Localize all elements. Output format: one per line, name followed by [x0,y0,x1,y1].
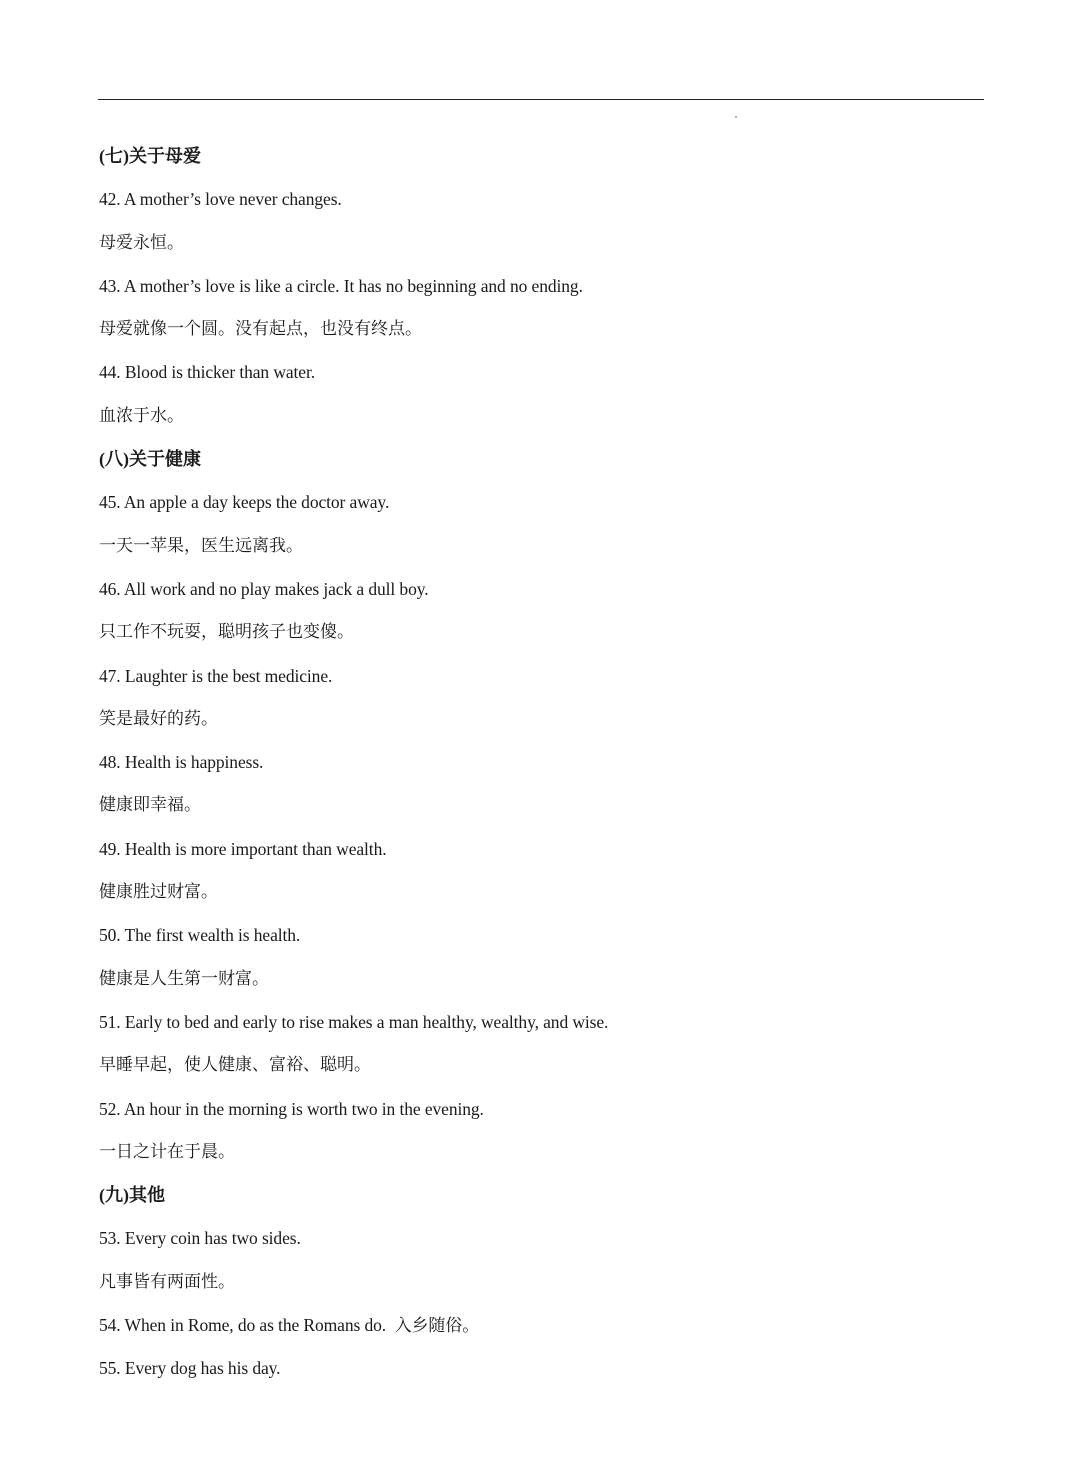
proverb-52-chinese: 一日之计在于晨。 [99,1141,235,1162]
proverb-44-chinese: 血浓于水。 [99,405,184,426]
proverb-54-line [99,1304,979,1347]
proverb-50-english: 50. The first wealth is health. [99,925,301,946]
proverb-46-english: 46. All work and no play makes jack a dull boy. [99,578,429,599]
proverb-52-english: 52. An hour in the morning is worth two in the evening. [99,1098,484,1119]
proverb-list [99,135,979,1391]
section-heading-mother-love: (七)关于母爱 [99,146,201,166]
proverb-42-english: 42. A mother’s love never changes. [99,189,342,210]
proverb-53-chinese: 凡事皆有两面性。 [99,1271,235,1292]
proverb-45-chinese: 一天一苹果，医生远离我。 [99,535,303,556]
header-rule [98,99,984,100]
section-heading-other: (九)其他 [99,1185,165,1206]
proverb-47-english: 47. Laughter is the best medicine. [99,665,333,686]
proverb-49-chinese: 健康胜过财富。 [99,882,218,903]
proverb-54-english: 54. When in Rome, do as the Romans do. [99,1315,387,1336]
proverb-43-english: 43. A mother’s love is like a circle. It has no beginning and no ending. [99,275,583,296]
proverb-55-english: 55. Every dog has his day. [99,1358,281,1379]
proverb-51-english: 51. Early to bed and early to rise makes a man healthy, wealthy, and wise. [99,1011,609,1032]
proverb-51-chinese: 早睡早起，使人健康、富裕、聪明。 [99,1055,371,1076]
proverb-44-english: 44. Blood is thicker than water. [99,362,315,383]
proverb-43-chinese: 母爱就像一个圆。没有起点，也没有终点。 [99,319,422,340]
section-heading-health: (八)关于健康 [99,449,201,470]
proverb-48-chinese: 健康即幸福。 [99,795,201,816]
proverb-47-chinese: 笑是最好的药。 [99,708,218,729]
proverb-54-chinese: 入乡随俗。 [394,1316,480,1337]
proverb-49-english: 49. Health is more important than wealth. [99,838,387,859]
proverb-50-chinese: 健康是人生第一财富。 [99,968,269,989]
proverb-42-chinese: 母爱永恒。 [99,232,184,253]
proverb-46-chinese: 只工作不玩耍，聪明孩子也变傻。 [99,622,354,643]
stray-dot [735,116,737,118]
proverb-45-english: 45. An apple a day keeps the doctor away. [99,492,390,513]
proverb-53-english: 53. Every coin has two sides. [99,1228,301,1249]
proverb-48-english: 48. Health is happiness. [99,752,264,773]
